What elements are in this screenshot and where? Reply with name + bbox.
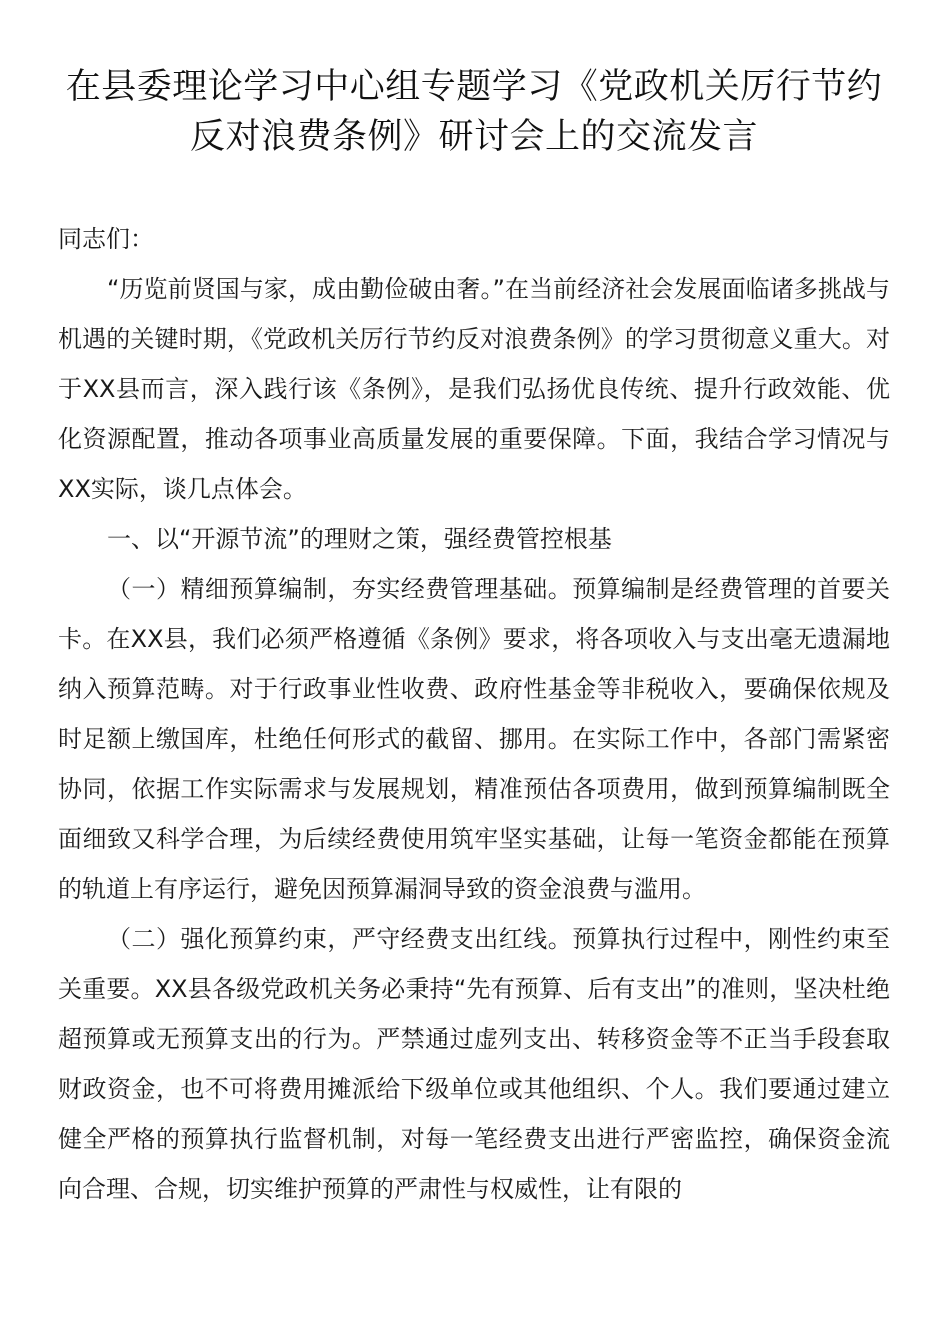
title-line-2: 反对浪费条例》研讨会上的交流发言 — [189, 117, 758, 157]
body-paragraph-1: （一）精细预算编制，夯实经费管理基础。预算编制是经费管理的首要关卡。在XX县，我们必须严格遵循《条例》要求，将各项收入与支出毫无遗漏地纳入预算范畴。对于行政事业性收费、政府性基金等非税收入，要确保依规及时足额上缴国库，杜绝任何形式的截留、挪用。在实际工作中，各部门需紧密协同，依据工作实际需求与发展规划，精准预估各项费用，做到预算编制既全面细致又科学合理，为后续经费使用筑牢坚实基础，让每一笔资金都能在预算的轨道上有序运行，避免因预算漏洞导致的资金浪费与滥用。 — [58, 575, 890, 903]
document-title — [58, 62, 890, 162]
title-line-1: 在县委理论学习中心组专题学习《党政机关厉行节约 — [65, 67, 883, 107]
body-paragraph-2: （二）强化预算约束，严守经费支出红线。预算执行过程中，刚性约束至关重要。XX县各级党政机关务必秉持“先有预算、后有支出”的准则，坚决杜绝超预算或无预算支出的行为。严禁通过虚列支出、转移资金等不正当手段套取财政资金，也不可将费用摊派给下级单位或其他组织、个人。我们要通过建立健全严格的预算执行监督机制，对每一笔经费支出进行严密监控，确保资金流向合理、合规，切实维护预算的严肃性与权威性，让有限的 — [58, 925, 890, 1203]
intro-paragraph: “历览前贤国与家，成由勤俭破由奢。”在当前经济社会发展面临诸多挑战与机遇的关键时期，《党政机关厉行节约反对浪费条例》的学习贯彻意义重大。对于XX县而言，深入践行该《条例》，是我们弘扬优良传统、提升行政效能、优化资源配置，推动各项事业高质量发展的重要保障。下面，我结合学习情况与XX实际，谈几点体会。 — [58, 275, 890, 503]
section-heading-1: 一、以“开源节流”的理财之策，强经费管控根基 — [107, 525, 612, 553]
greeting: 同志们： — [58, 225, 154, 253]
